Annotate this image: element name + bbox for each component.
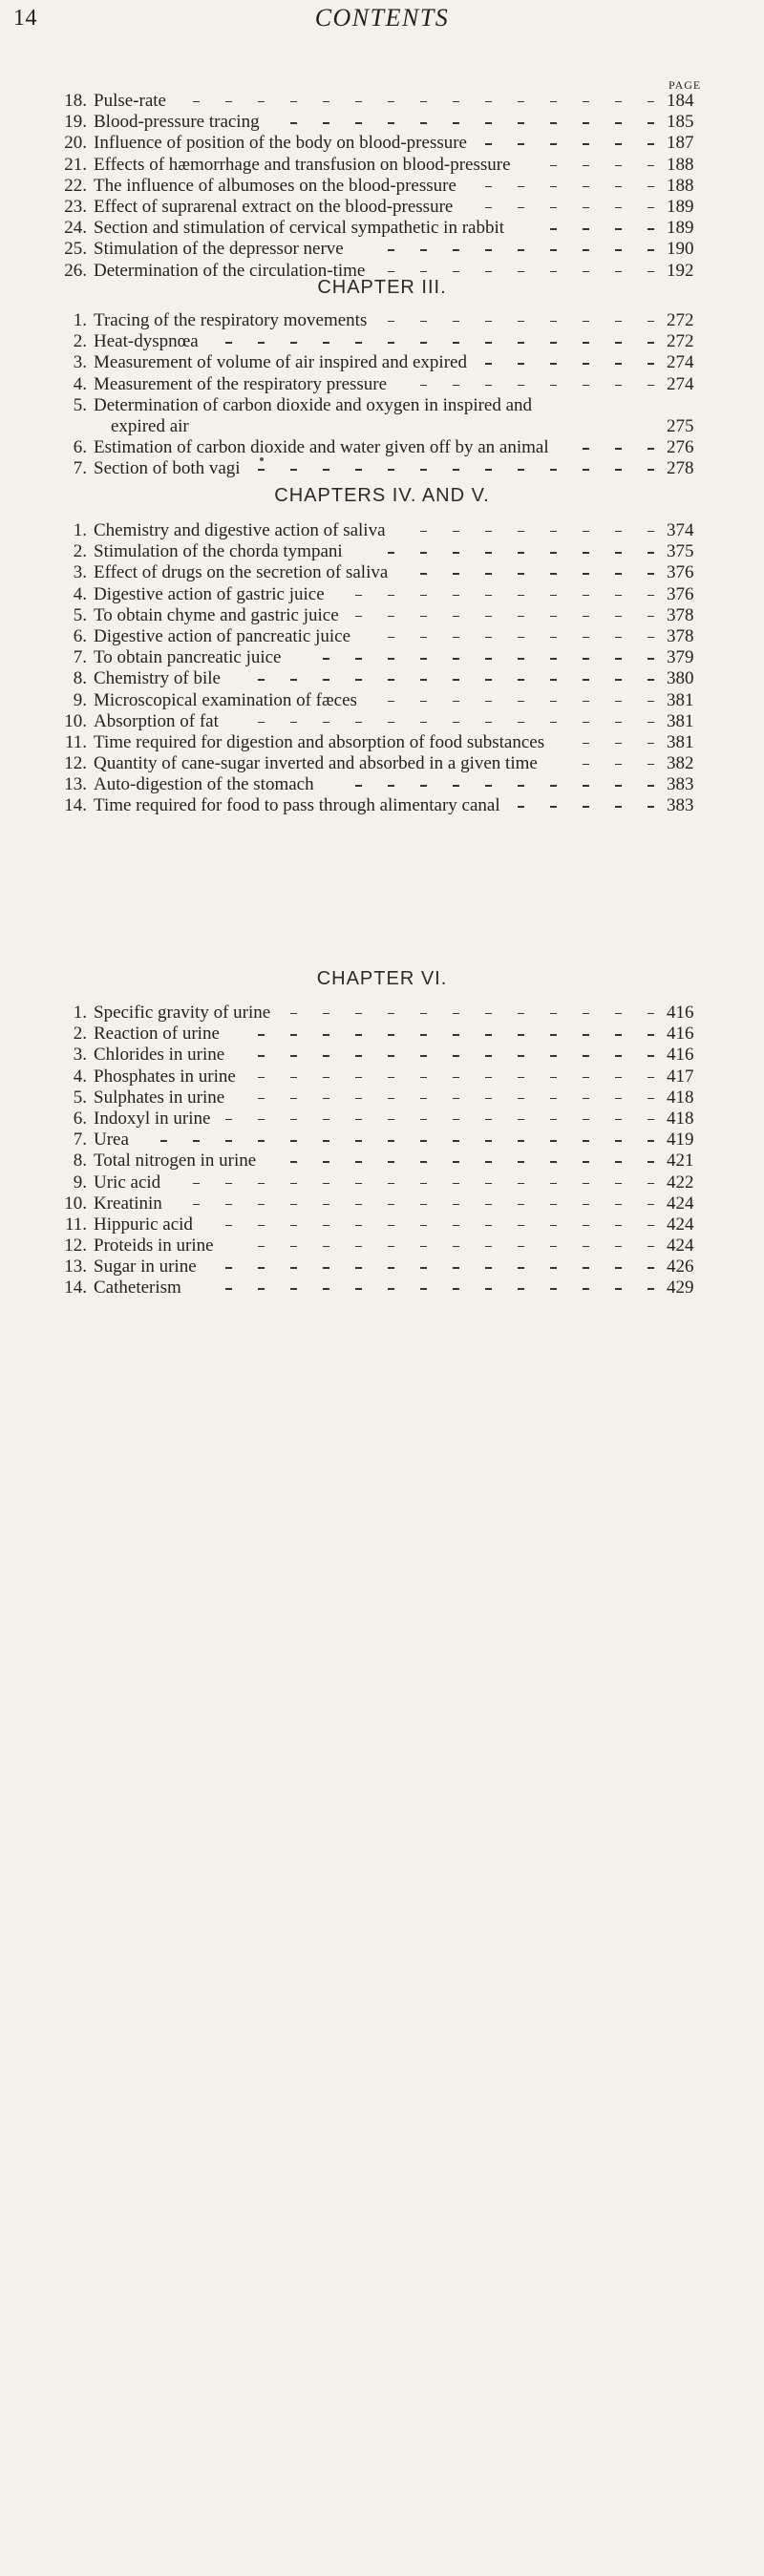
entry-number: 6. — [73, 437, 87, 458]
leader-dash — [647, 1055, 654, 1056]
toc-entry — [0, 437, 764, 458]
leader-dash — [647, 186, 654, 187]
entry-title-line: Specific gravity of urine — [94, 1003, 271, 1023]
entry-title — [94, 1109, 638, 1130]
toc-entry — [0, 218, 764, 239]
entry-page-number: 192 — [667, 260, 694, 281]
entry-number: 13. — [64, 774, 87, 795]
entry-title — [94, 1066, 638, 1087]
leader-dash — [647, 207, 654, 208]
leader-dash — [647, 1013, 654, 1014]
leader-dash — [647, 342, 654, 343]
leader-dash — [647, 658, 654, 659]
entry-number: 10. — [64, 710, 87, 731]
entry-page-number: 275 — [667, 415, 694, 436]
toc-entry — [0, 155, 764, 176]
entry-page-number: 424 — [667, 1193, 694, 1214]
entry-title-line: Pulse-rate — [94, 91, 166, 111]
entry-title — [94, 626, 638, 647]
entry-page-number: 416 — [667, 1003, 694, 1023]
entry-title — [94, 1214, 638, 1235]
leader-dash — [647, 1225, 654, 1226]
leader-dash — [647, 573, 654, 574]
running-head — [0, 4, 764, 36]
toc-entry — [0, 239, 764, 260]
toc-entry — [0, 1235, 764, 1256]
leader-dash — [647, 469, 654, 470]
entry-number: 11. — [64, 731, 87, 752]
toc-entry — [0, 584, 764, 605]
entry-title-line: Section of both vagi — [94, 458, 241, 479]
ink-speck — [260, 457, 264, 461]
entry-title-line: Catheterism — [94, 1277, 181, 1299]
toc-section-continued — [0, 91, 764, 282]
entry-title — [94, 1087, 638, 1109]
toc-entry — [0, 1130, 764, 1151]
entry-title — [94, 753, 638, 774]
toc-entry — [0, 1214, 764, 1235]
entry-title-line: Urea — [94, 1130, 129, 1151]
toc-entry — [0, 176, 764, 197]
leader-dash — [647, 385, 654, 386]
leader-dash — [647, 785, 654, 786]
entry-page-number: 188 — [667, 175, 694, 196]
entry-page-number: 188 — [667, 154, 694, 175]
entry-page-number: 424 — [667, 1235, 694, 1256]
entry-title — [94, 133, 638, 154]
entry-page-number: 274 — [667, 352, 694, 373]
entry-title-line: Tracing of the respiratory movements — [94, 310, 368, 330]
leader-dash — [647, 1161, 654, 1162]
entry-number: 19. — [64, 112, 87, 133]
entry-page-number: 189 — [667, 196, 694, 217]
entry-title-line: Effect of suprarenal extract on the blood-pressure — [94, 196, 454, 217]
entry-page-number: 379 — [667, 647, 694, 668]
entry-number: 1. — [73, 310, 87, 330]
entry-title — [94, 1045, 638, 1066]
toc-entry — [0, 753, 764, 774]
leader-dash — [647, 1267, 654, 1268]
entry-number: 7. — [73, 1130, 87, 1151]
entry-number: 1. — [73, 1003, 87, 1023]
entry-title — [94, 1172, 638, 1193]
entry-number: 9. — [73, 1172, 87, 1193]
entry-page-number: 383 — [667, 774, 694, 795]
chapter-heading-vi: CHAPTER VI. — [316, 968, 448, 989]
entry-number: 5. — [73, 394, 87, 415]
leader-dash — [647, 531, 654, 532]
toc-entry — [0, 352, 764, 373]
toc-entry — [0, 1045, 764, 1066]
entry-page-number: 378 — [667, 625, 694, 646]
toc-entry — [0, 562, 764, 583]
entry-page-number: 376 — [667, 562, 694, 583]
entry-page-number: 375 — [667, 541, 694, 562]
entry-page-number: 185 — [667, 112, 694, 133]
entry-title — [94, 218, 638, 239]
toc-entry — [0, 605, 764, 626]
entry-page-number: 380 — [667, 668, 694, 689]
entry-number: 12. — [64, 1235, 87, 1256]
entry-title-line: Section and stimulation of cervical sympathetic in rabbit — [94, 218, 505, 239]
entry-title — [94, 1256, 638, 1277]
entry-title-line: Indoxyl in urine — [94, 1108, 211, 1129]
entry-page-number: 376 — [667, 583, 694, 604]
leader-dash — [647, 552, 654, 553]
leader-dash — [647, 637, 654, 638]
entry-number: 9. — [73, 689, 87, 710]
entry-number: 2. — [73, 331, 87, 352]
entry-page-number: 421 — [667, 1151, 694, 1172]
entry-title — [94, 1235, 638, 1256]
entry-title — [94, 732, 638, 753]
entry-title-line: Sulphates in urine — [94, 1087, 225, 1108]
entry-title-line: The influence of albumoses on the blood-pressure — [94, 175, 456, 196]
entry-title — [94, 605, 638, 626]
entry-page-number: 426 — [667, 1256, 694, 1277]
entry-title-line: Blood-pressure tracing — [94, 112, 260, 133]
entry-number: 21. — [64, 154, 87, 175]
entry-title — [94, 458, 638, 479]
entry-title — [94, 352, 638, 373]
entry-page-number: 276 — [667, 437, 694, 458]
toc-entry — [0, 774, 764, 795]
entry-number: 26. — [64, 260, 87, 281]
entry-title-line: Chemistry and digestive action of saliva — [94, 520, 386, 540]
entry-number: 4. — [73, 1066, 87, 1087]
entry-title-line: Measurement of the respiratory pressure — [94, 373, 388, 394]
entry-title — [94, 562, 638, 583]
entry-title — [94, 795, 638, 816]
toc-entry — [0, 395, 764, 437]
entry-title — [94, 668, 638, 689]
entry-title-line: Absorption of fat — [94, 710, 219, 731]
entry-title-line: Kreatinin — [94, 1193, 162, 1214]
entry-number: 20. — [64, 133, 87, 154]
entry-title — [94, 774, 638, 795]
leader-dash — [647, 448, 654, 449]
entry-title — [94, 395, 638, 437]
entry-page-number: 184 — [667, 91, 694, 111]
entry-title-line: To obtain pancreatic juice — [94, 647, 282, 668]
entry-page-number: 382 — [667, 753, 694, 774]
leader-dash — [647, 679, 654, 680]
chapter-heading-iii: CHAPTER III. — [317, 277, 447, 298]
leader-dash — [647, 1183, 654, 1184]
toc-entry — [0, 1066, 764, 1087]
entry-title-line: To obtain chyme and gastric juice — [94, 604, 339, 625]
entry-page-number: 418 — [667, 1087, 694, 1108]
leader-dash — [647, 616, 654, 617]
toc-entry — [0, 795, 764, 816]
entry-number: 3. — [73, 562, 87, 583]
entry-title-line: Heat-dyspnœa — [94, 331, 199, 352]
entry-title — [94, 91, 638, 112]
leader-dash — [647, 1119, 654, 1120]
entry-number: 10. — [64, 1193, 87, 1214]
entry-title-line: Auto-digestion of the stomach — [94, 774, 314, 795]
entry-title-continuation: expired air — [111, 415, 189, 436]
entry-page-number: 190 — [667, 239, 694, 260]
entry-page-number: 274 — [667, 373, 694, 394]
leader-dash — [647, 122, 654, 123]
leader-dash — [647, 1288, 654, 1289]
toc-entry — [0, 690, 764, 711]
entry-title — [94, 310, 638, 331]
entry-number: 4. — [73, 583, 87, 604]
entry-title-line: Influence of position of the body on blood-pressure — [94, 133, 467, 154]
leader-dash — [647, 1204, 654, 1205]
entry-number: 5. — [73, 1087, 87, 1108]
entry-title-line: Microscopical examination of fæces — [94, 689, 357, 710]
entry-page-number: 374 — [667, 520, 694, 540]
entry-title-line: Determination of carbon dioxide and oxygen in inspired and — [94, 394, 533, 415]
leader-dash — [647, 701, 654, 702]
chapter-heading-iv-v: CHAPTERS IV. AND V. — [274, 485, 490, 506]
entry-title-line: Phosphates in urine — [94, 1066, 236, 1087]
toc-entry — [0, 458, 764, 479]
page-number: 14 — [13, 6, 37, 31]
toc-entry — [0, 331, 764, 352]
entry-number: 8. — [73, 668, 87, 689]
entry-number: 25. — [64, 239, 87, 260]
leader-dash — [647, 595, 654, 596]
entry-title — [94, 520, 638, 541]
entry-title — [94, 239, 638, 260]
entry-title-line: Quantity of cane-sugar inverted and absorbed in a given time — [94, 753, 538, 774]
entry-page-number: 419 — [667, 1130, 694, 1151]
entry-title-line: Total nitrogen in urine — [94, 1151, 257, 1172]
entry-title — [94, 374, 638, 395]
leader-dash — [647, 1034, 654, 1035]
toc-entry — [0, 91, 764, 112]
toc-section-chapter-iii — [0, 310, 764, 480]
entry-number: 13. — [64, 1256, 87, 1277]
entry-title-line: Proteids in urine — [94, 1235, 214, 1256]
entry-title-line: Stimulation of the chorda tympani — [94, 541, 343, 562]
toc-section-chapters-iv-v — [0, 520, 764, 817]
toc-entry — [0, 1024, 764, 1045]
entry-title — [94, 1151, 638, 1172]
entry-title-line: Effects of hæmorrhage and transfusion on blood-pressure — [94, 154, 511, 175]
entry-number: 11. — [64, 1214, 87, 1235]
entry-title-line: Estimation of carbon dioxide and water given off by an animal — [94, 437, 549, 458]
entry-page-number: 383 — [667, 795, 694, 816]
entry-page-number: 381 — [667, 731, 694, 752]
leader-dash — [647, 165, 654, 166]
entry-number: 4. — [73, 373, 87, 394]
entry-title-line: Stimulation of the depressor nerve — [94, 239, 344, 260]
toc-entry — [0, 133, 764, 154]
entry-title — [94, 197, 638, 218]
leader-dash — [647, 228, 654, 229]
entry-title-line: Uric acid — [94, 1172, 161, 1193]
toc-entry — [0, 1193, 764, 1214]
entry-title-line: Digestive action of gastric juice — [94, 583, 325, 604]
toc-entry — [0, 1087, 764, 1109]
entry-title — [94, 647, 638, 668]
entry-title — [94, 541, 638, 562]
entry-number: 6. — [73, 1108, 87, 1129]
entry-number: 24. — [64, 218, 87, 239]
entry-title-line: Determination of the circulation-time — [94, 260, 366, 281]
entry-title-line: Sugar in urine — [94, 1256, 197, 1277]
entry-number: 5. — [73, 604, 87, 625]
toc-entry — [0, 668, 764, 689]
entry-number: 8. — [73, 1151, 87, 1172]
entry-page-number: 272 — [667, 310, 694, 330]
entry-title — [94, 112, 638, 133]
page-column-label: PAGE — [668, 78, 702, 92]
leader-dash — [647, 1246, 654, 1247]
entry-page-number: 418 — [667, 1108, 694, 1129]
entry-number: 22. — [64, 175, 87, 196]
entry-page-number: 424 — [667, 1214, 694, 1235]
entry-number: 7. — [73, 647, 87, 668]
entry-number: 14. — [64, 795, 87, 816]
toc-entry — [0, 732, 764, 753]
entry-title — [94, 1024, 638, 1045]
entry-page-number: 429 — [667, 1277, 694, 1299]
leader-dash — [647, 271, 654, 272]
toc-entry — [0, 1003, 764, 1024]
entry-number: 2. — [73, 1024, 87, 1045]
toc-entry — [0, 711, 764, 732]
toc-entry — [0, 1172, 764, 1193]
toc-entry — [0, 310, 764, 331]
entry-title-line: Reaction of urine — [94, 1024, 220, 1045]
entry-title — [94, 690, 638, 711]
entry-page-number: 422 — [667, 1172, 694, 1193]
toc-entry — [0, 1256, 764, 1277]
toc-section-chapter-vi — [0, 1003, 764, 1299]
toc-entry — [0, 1151, 764, 1172]
entry-page-number: 378 — [667, 604, 694, 625]
entry-title — [94, 711, 638, 732]
leader-dash — [647, 743, 654, 744]
entry-page-number: 189 — [667, 218, 694, 239]
entry-number: 3. — [73, 1045, 87, 1066]
entry-number: 23. — [64, 196, 87, 217]
entry-page-number: 272 — [667, 331, 694, 352]
toc-entry — [0, 1277, 764, 1299]
entry-title-line: Time required for food to pass through alimentary canal — [94, 795, 500, 816]
entry-number: 1. — [73, 520, 87, 540]
entry-page-number: 187 — [667, 133, 694, 154]
leader-dash — [647, 806, 654, 807]
entry-title — [94, 331, 638, 352]
leader-dash — [647, 249, 654, 250]
entry-page-number: 381 — [667, 689, 694, 710]
entry-page-number: 278 — [667, 458, 694, 479]
entry-number: 14. — [64, 1277, 87, 1299]
entry-title-line: Measurement of volume of air inspired and expired — [94, 352, 467, 373]
entry-title-line: Chlorides in urine — [94, 1045, 225, 1066]
leader-dash — [647, 1098, 654, 1099]
entry-title — [94, 155, 638, 176]
toc-entry — [0, 626, 764, 647]
entry-page-number: 417 — [667, 1066, 694, 1087]
leader-dash — [647, 1140, 654, 1141]
entry-number: 12. — [64, 753, 87, 774]
toc-entry — [0, 541, 764, 562]
toc-entry — [0, 112, 764, 133]
entry-title — [94, 1193, 638, 1214]
entry-page-number: 381 — [667, 710, 694, 731]
entry-page-number: 416 — [667, 1024, 694, 1045]
entry-number: 2. — [73, 541, 87, 562]
leader-dash — [647, 722, 654, 723]
entry-number: 7. — [73, 458, 87, 479]
entry-title — [94, 437, 638, 458]
leader-dash — [647, 321, 654, 322]
entry-title-line: Chemistry of bile — [94, 668, 221, 689]
entry-number: 3. — [73, 352, 87, 373]
leader-dash — [647, 101, 654, 102]
toc-entry — [0, 374, 764, 395]
leader-dash — [647, 143, 654, 144]
leader-dash — [647, 1077, 654, 1078]
toc-entry — [0, 647, 764, 668]
toc-entry — [0, 1109, 764, 1130]
entry-number: 18. — [64, 91, 87, 111]
toc-entry — [0, 197, 764, 218]
entry-title-line: Time required for digestion and absorption of food substances — [94, 731, 545, 752]
entry-title — [94, 584, 638, 605]
entry-title-line: Digestive action of pancreatic juice — [94, 625, 351, 646]
entry-title — [94, 1130, 638, 1151]
entry-number: 6. — [73, 625, 87, 646]
entry-title — [94, 1003, 638, 1024]
leader-dash — [647, 363, 654, 364]
entry-page-number: 416 — [667, 1045, 694, 1066]
running-title: CONTENTS — [314, 4, 450, 32]
toc-entry — [0, 520, 764, 541]
entry-title-line: Effect of drugs on the secretion of saliva — [94, 562, 389, 583]
entry-title — [94, 176, 638, 197]
entry-title-line: Hippuric acid — [94, 1214, 193, 1235]
leader-dash — [647, 764, 654, 765]
entry-title — [94, 1277, 638, 1299]
